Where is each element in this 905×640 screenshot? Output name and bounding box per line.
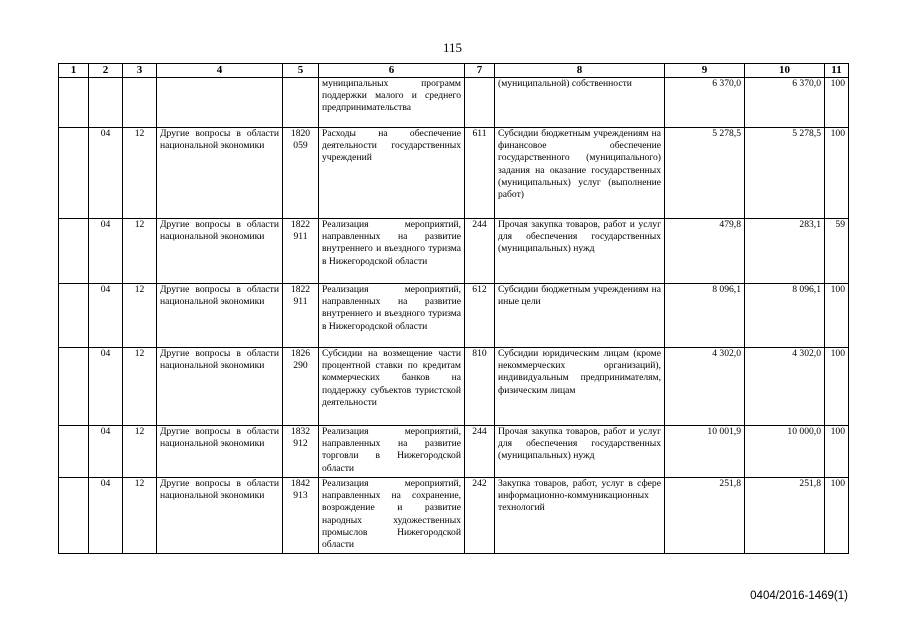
table-row xyxy=(59,284,849,348)
cell-subsection: 12 xyxy=(123,219,157,284)
cell-target-code: 1820 059 xyxy=(283,128,319,219)
cell-executed: 251,8 xyxy=(745,478,825,554)
cell-expense-name: Закупка товаров, работ, услуг в сфере информационно-коммуникационных технологий xyxy=(495,478,665,554)
cell-col1 xyxy=(59,78,89,128)
cell-section-name: Другие вопросы в области национальной экономики xyxy=(157,348,283,426)
cell-expense-name: (муниципальной) собственности xyxy=(495,78,665,128)
cell-percent: 100 xyxy=(825,348,849,426)
cell-col1 xyxy=(59,348,89,426)
cell-planned: 479,8 xyxy=(665,219,745,284)
cell-section: 04 xyxy=(89,348,123,426)
cell-percent: 100 xyxy=(825,128,849,219)
cell-subsection: 12 xyxy=(123,284,157,348)
page-number: 115 xyxy=(442,40,463,55)
cell-executed: 10 000,0 xyxy=(745,426,825,478)
cell-target-code: 1822 911 xyxy=(283,219,319,284)
cell-executed: 6 370,0 xyxy=(745,78,825,128)
cell-col1 xyxy=(59,128,89,219)
cell-section-name: Другие вопросы в области национальной экономики xyxy=(157,128,283,219)
cell-executed: 4 302,0 xyxy=(745,348,825,426)
cell-subsection: 12 xyxy=(123,478,157,554)
cell-col1 xyxy=(59,284,89,348)
cell-planned: 8 096,1 xyxy=(665,284,745,348)
cell-section-name: Другие вопросы в области национальной экономики xyxy=(157,426,283,478)
cell-subsection: 12 xyxy=(123,348,157,426)
table-row xyxy=(59,219,849,284)
cell-expense-name: Прочая закупка товаров, работ и услуг для обеспечения государственных (муниципальных) нужд xyxy=(495,426,665,478)
cell-section: 04 xyxy=(89,478,123,554)
cell-expense-name: Субсидии юридическим лицам (кроме некоммерческих организаций), индивидуальным предпринимателям, физическим лицам xyxy=(495,348,665,426)
cell-target-code: 1832 912 xyxy=(283,426,319,478)
cell-subsection xyxy=(123,78,157,128)
cell-expense-name: Субсидии бюджетным учреждениям на иные цели xyxy=(495,284,665,348)
cell-planned: 6 370,0 xyxy=(665,78,745,128)
column-header: 6 xyxy=(319,64,465,78)
cell-percent: 100 xyxy=(825,426,849,478)
cell-planned: 4 302,0 xyxy=(665,348,745,426)
cell-expense-type: 242 xyxy=(465,478,495,554)
column-header: 5 xyxy=(283,64,319,78)
cell-target-name: Реализация мероприятий, направленных на развитие торговли в Нижегородской области xyxy=(319,426,465,478)
cell-expense-type: 244 xyxy=(465,426,495,478)
cell-planned: 251,8 xyxy=(665,478,745,554)
cell-target-name: Реализация мероприятий, направленных на сохранение, возрождение и развитие народных художественных промыслов Нижегородской области xyxy=(319,478,465,554)
cell-section-name xyxy=(157,78,283,128)
cell-planned: 10 001,9 xyxy=(665,426,745,478)
cell-section xyxy=(89,78,123,128)
cell-section-name: Другие вопросы в области национальной экономики xyxy=(157,284,283,348)
cell-expense-type: 612 xyxy=(465,284,495,348)
cell-section: 04 xyxy=(89,128,123,219)
table-header-row xyxy=(59,64,849,78)
cell-section: 04 xyxy=(89,284,123,348)
column-header: 10 xyxy=(745,64,825,78)
cell-percent: 59 xyxy=(825,219,849,284)
cell-subsection: 12 xyxy=(123,128,157,219)
cell-expense-type: 810 xyxy=(465,348,495,426)
cell-percent: 100 xyxy=(825,284,849,348)
cell-col1 xyxy=(59,219,89,284)
column-header: 8 xyxy=(495,64,665,78)
column-header: 9 xyxy=(665,64,745,78)
document-code: 0404/2016-1469(1) xyxy=(750,590,848,602)
cell-expense-name: Субсидии бюджетным учреждениям на финансовое обеспечение государственного (муниципального) задания на оказание государственных (муниципальных) услуг (выполнение работ) xyxy=(495,128,665,219)
column-header: 4 xyxy=(157,64,283,78)
cell-expense-type xyxy=(465,78,495,128)
cell-percent: 100 xyxy=(825,478,849,554)
cell-target-name: Субсидии на возмещение части процентной ставки по кредитам коммерческих банков на поддержку субъектов туристской деятельности xyxy=(319,348,465,426)
cell-expense-type: 611 xyxy=(465,128,495,219)
budget-table xyxy=(58,63,849,554)
cell-target-code: 1842 913 xyxy=(283,478,319,554)
cell-col1 xyxy=(59,478,89,554)
table-row xyxy=(59,348,849,426)
table-row xyxy=(59,78,849,128)
cell-target-name: Расходы на обеспечение деятельности государственных учреждений xyxy=(319,128,465,219)
column-header: 1 xyxy=(59,64,89,78)
cell-planned: 5 278,5 xyxy=(665,128,745,219)
table-row xyxy=(59,128,849,219)
column-header: 7 xyxy=(465,64,495,78)
cell-col1 xyxy=(59,426,89,478)
cell-executed: 5 278,5 xyxy=(745,128,825,219)
cell-section-name: Другие вопросы в области национальной экономики xyxy=(157,219,283,284)
cell-expense-name: Прочая закупка товаров, работ и услуг для обеспечения государственных (муниципальных) нужд xyxy=(495,219,665,284)
table-row xyxy=(59,426,849,478)
cell-target-code: 1826 290 xyxy=(283,348,319,426)
cell-executed: 8 096,1 xyxy=(745,284,825,348)
column-header: 2 xyxy=(89,64,123,78)
cell-section-name: Другие вопросы в области национальной экономики xyxy=(157,478,283,554)
cell-section: 04 xyxy=(89,219,123,284)
cell-subsection: 12 xyxy=(123,426,157,478)
cell-target-code xyxy=(283,78,319,128)
cell-target-code: 1822 911 xyxy=(283,284,319,348)
cell-target-name: Реализация мероприятий, направленных на развитие внутреннего и въездного туризма в Нижегородской области xyxy=(319,219,465,284)
cell-section: 04 xyxy=(89,426,123,478)
cell-executed: 283,1 xyxy=(745,219,825,284)
column-header: 11 xyxy=(825,64,849,78)
cell-expense-type: 244 xyxy=(465,219,495,284)
cell-percent: 100 xyxy=(825,78,849,128)
cell-target-name: муниципальных программ поддержки малого и среднего предпринимательства xyxy=(319,78,465,128)
column-header: 3 xyxy=(123,64,157,78)
cell-target-name: Реализация мероприятий, направленных на развитие внутреннего и въездного туризма в Нижегородской области xyxy=(319,284,465,348)
table-row xyxy=(59,478,849,554)
